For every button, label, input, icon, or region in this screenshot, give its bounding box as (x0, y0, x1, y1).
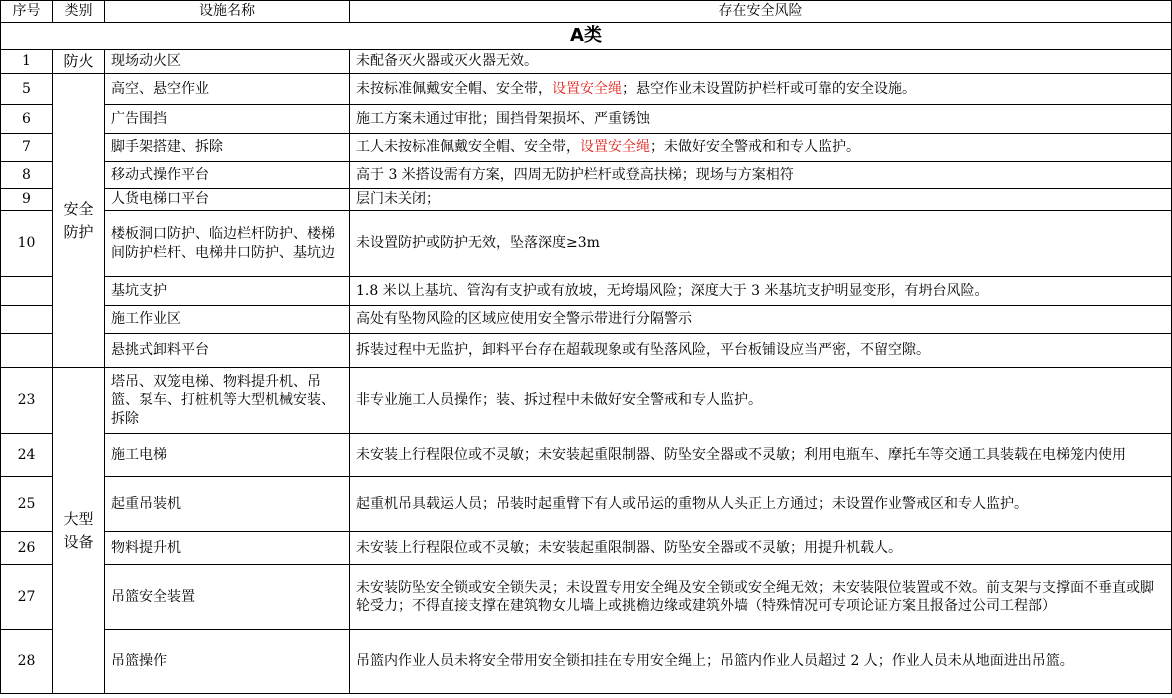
facility-name: 悬挑式卸料平台 (105, 334, 350, 368)
row-no: 5 (1, 74, 53, 105)
table-row (1, 162, 1172, 189)
facility-name: 脚手架搭建、拆除 (105, 134, 350, 162)
risk-text: 层门未关闭； (350, 189, 1172, 211)
risk-text (350, 134, 1172, 162)
table-row (1, 532, 1172, 565)
row-no: 23 (1, 368, 53, 434)
facility-name: 塔吊、双笼电梯、物料提升机、吊篮、泵车、打桩机等大型机械安装、拆除 (105, 368, 350, 434)
row-no: 8 (1, 162, 53, 189)
table-row (1, 74, 1172, 105)
facility-name: 基坑支护 (105, 277, 350, 306)
table-row (1, 368, 1172, 434)
row-no (1, 334, 53, 368)
facility-name: 物料提升机 (105, 532, 350, 565)
risk-text: 起重机吊具载运人员；吊装时起重臂下有人或吊运的重物从人头正上方通过；未设置作业警戒区和专人监护。 (350, 477, 1172, 532)
risk-text: 高处有坠物风险的区域应使用安全警示带进行分隔警示 (350, 306, 1172, 334)
table-row (1, 565, 1172, 630)
risk-text: 1.8 米以上基坑、管沟有支护或有放坡，无垮塌风险；深度大于 3 米基坑支护明显变形，有坍台风险。 (350, 277, 1172, 306)
table-row (1, 334, 1172, 368)
table-row (1, 277, 1172, 306)
risk-text: 未安装上行程限位或不灵敏；未安装起重限制器、防坠安全器或不灵敏；利用电瓶车、摩托车等交通工具装载在电梯笼内使用 (350, 434, 1172, 477)
table-row (1, 105, 1172, 134)
table-row (1, 630, 1172, 694)
facility-name: 高空、悬空作业 (105, 74, 350, 105)
facility-name: 施工电梯 (105, 434, 350, 477)
row-no (1, 277, 53, 306)
row-no: 24 (1, 434, 53, 477)
row-no: 6 (1, 105, 53, 134)
row-no: 10 (1, 211, 53, 277)
facility-name: 施工作业区 (105, 306, 350, 334)
table-row (1, 134, 1172, 162)
risk-text: 非专业施工人员操作；装、拆过程中未做好安全警戒和专人监护。 (350, 368, 1172, 434)
risk-text: 吊篮内作业人员未将安全带用安全锁扣挂在专用安全绳上；吊篮内作业人员超过 2 人；作业人员未从地面进出吊篮。 (350, 630, 1172, 694)
table-row (1, 477, 1172, 532)
header-facility-name: 设施名称 (105, 1, 350, 23)
facility-name: 吊篮操作 (105, 630, 350, 694)
header-no: 序号 (1, 1, 53, 23)
risk-text-part: 工人未按标准佩戴安全帽、安全带， (356, 139, 580, 156)
row-no: 7 (1, 134, 53, 162)
category-equipment: 大型 设备 (53, 368, 105, 694)
facility-name: 楼板洞口防护、临边栏杆防护、楼梯间防护栏杆、电梯井口防护、基坑边 (105, 211, 350, 277)
category-safety: 安全 防护 (53, 74, 105, 368)
table-row (1, 50, 1172, 74)
header-row (1, 1, 1172, 23)
category-fire: 防火 (53, 50, 105, 74)
table-row (1, 434, 1172, 477)
row-no (1, 306, 53, 334)
risk-text-part: ；未做好安全警戒和和专人监护。 (650, 139, 860, 156)
facility-name: 吊篮安全装置 (105, 565, 350, 630)
header-category: 类别 (53, 1, 105, 23)
table-row (1, 189, 1172, 211)
risk-text-part: ；悬空作业未设置防护栏杆或可靠的安全设施。 (622, 80, 916, 97)
table-row (1, 306, 1172, 334)
risk-text: 未安装防坠安全锁或安全锁失灵；未设置专用安全绳及安全锁或安全绳无效；未安装限位装置或不效。前支架与支撑面不垂直或脚轮受力；不得直接支撑在建筑物女儿墙上或挑檐边缘或建筑外墙（特殊情况可专项论证方案且报备过公司工程部） (350, 565, 1172, 630)
risk-text: 施工方案未通过审批；围挡骨架损坏、严重锈蚀 (350, 105, 1172, 134)
row-no: 26 (1, 532, 53, 565)
risk-highlight: 设置安全绳 (580, 139, 650, 156)
risk-text-part: 未按标准佩戴安全帽、安全带， (356, 80, 552, 97)
risk-highlight: 设置安全绳 (552, 80, 622, 97)
risk-text: 高于 3 米搭设需有方案，四周无防护栏杆或登高扶梯；现场与方案相符 (350, 162, 1172, 189)
row-no: 28 (1, 630, 53, 694)
risk-text: 未设置防护或防护无效，坠落深度≥3m (350, 211, 1172, 277)
risk-text: 拆装过程中无监护，卸料平台存在超载现象或有坠落风险，平台板铺设应当严密，不留空隙。 (350, 334, 1172, 368)
header-risk: 存在安全风险 (350, 1, 1172, 23)
row-no: 9 (1, 189, 53, 211)
risk-text: 未安装上行程限位或不灵敏；未安装起重限制器、防坠安全器或不灵敏；用提升机载人。 (350, 532, 1172, 565)
facility-name: 人货电梯口平台 (105, 189, 350, 211)
risk-text: 未配备灭火器或灭火器无效。 (350, 50, 1172, 74)
facility-name: 移动式操作平台 (105, 162, 350, 189)
section-row (1, 23, 1172, 50)
risk-text (350, 74, 1172, 105)
row-no: 25 (1, 477, 53, 532)
facility-name: 现场动火区 (105, 50, 350, 74)
section-title: A类 (1, 23, 1172, 50)
table-row (1, 211, 1172, 277)
facility-name: 起重吊装机 (105, 477, 350, 532)
facility-name: 广告围挡 (105, 105, 350, 134)
row-no: 27 (1, 565, 53, 630)
row-no: 1 (1, 50, 53, 74)
